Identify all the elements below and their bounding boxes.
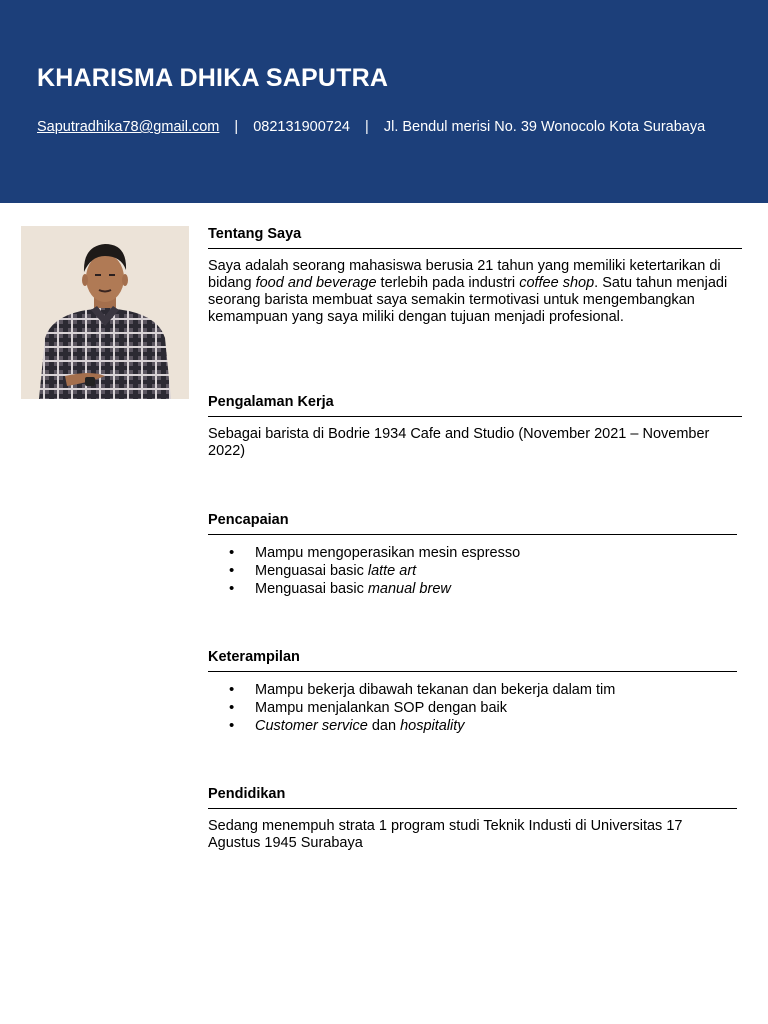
section-title: Pengalaman Kerja bbox=[208, 394, 742, 417]
separator: | bbox=[234, 119, 239, 135]
section-education bbox=[208, 786, 737, 852]
email-link[interactable]: Saputradhika78@gmail.com bbox=[37, 119, 220, 135]
section-about bbox=[208, 226, 742, 326]
about-text bbox=[208, 258, 742, 326]
education-text: Sedang menempuh strata 1 program studi Teknik Industi di Universitas 17 Agustus 1945 Surabaya bbox=[208, 818, 683, 851]
text-run: Menguasai basic bbox=[255, 563, 368, 579]
section-experience bbox=[208, 394, 742, 460]
text-run-italic: latte art bbox=[367, 563, 417, 579]
text-run: . Satu tahun menjadi seorang barista membuat saya semakin termotivasi untuk mengembangkan kemampuan yang saya miliki dengan tujuan menjadi profesional. bbox=[208, 275, 728, 325]
list-item bbox=[208, 544, 737, 562]
experience-text: Sebagai barista di Bodrie 1934 Cafe and Studio (November 2021 – November 2022) bbox=[208, 426, 710, 459]
section-achievements bbox=[208, 512, 737, 598]
contact-line bbox=[37, 119, 705, 135]
separator: | bbox=[365, 119, 369, 135]
section-title: Keterampilan bbox=[208, 649, 737, 672]
profile-photo bbox=[21, 226, 189, 399]
skills-list bbox=[208, 681, 737, 735]
text-run: Mampu bekerja dibawah tekanan dan bekerja dalam tim bbox=[255, 682, 616, 698]
text-run: dan bbox=[367, 718, 401, 734]
section-title: Pendidikan bbox=[208, 786, 737, 809]
section-title: Pencapaian bbox=[208, 512, 737, 535]
text-run-italic: manual brew bbox=[367, 581, 451, 597]
list-item bbox=[208, 681, 737, 699]
text-run: Saya adalah seorang mahasiswa berusia 21 tahun yang memiliki ketertarikan di bidang bbox=[208, 258, 721, 291]
profile-photo-image bbox=[21, 226, 189, 399]
phone-number: 082131900724 bbox=[253, 119, 350, 135]
text-run: Menguasai basic bbox=[255, 581, 368, 597]
text-run: Mampu menjalankan SOP dengan baik bbox=[255, 700, 508, 716]
list-item bbox=[208, 580, 737, 598]
text-run-italic: Customer service bbox=[255, 718, 368, 734]
address: Jl. Bendul merisi No. 39 Wonocolo Kota Surabaya bbox=[383, 119, 706, 135]
list-item bbox=[208, 562, 737, 580]
text-run: terlebih pada industri bbox=[376, 275, 520, 291]
header-banner bbox=[0, 0, 768, 203]
text-run: Mampu mengoperasikan mesin espresso bbox=[255, 545, 521, 561]
achievement-list bbox=[208, 544, 737, 598]
text-run-italic: coffee shop bbox=[519, 275, 595, 291]
list-item bbox=[208, 699, 737, 717]
text-run-italic: food and beverage bbox=[255, 275, 377, 291]
text-run-italic: hospitality bbox=[400, 718, 465, 734]
list-item bbox=[208, 717, 737, 735]
section-title: Tentang Saya bbox=[208, 226, 742, 249]
section-skills bbox=[208, 649, 737, 735]
person-name: KHARISMA DHIKA SAPUTRA bbox=[37, 64, 389, 92]
